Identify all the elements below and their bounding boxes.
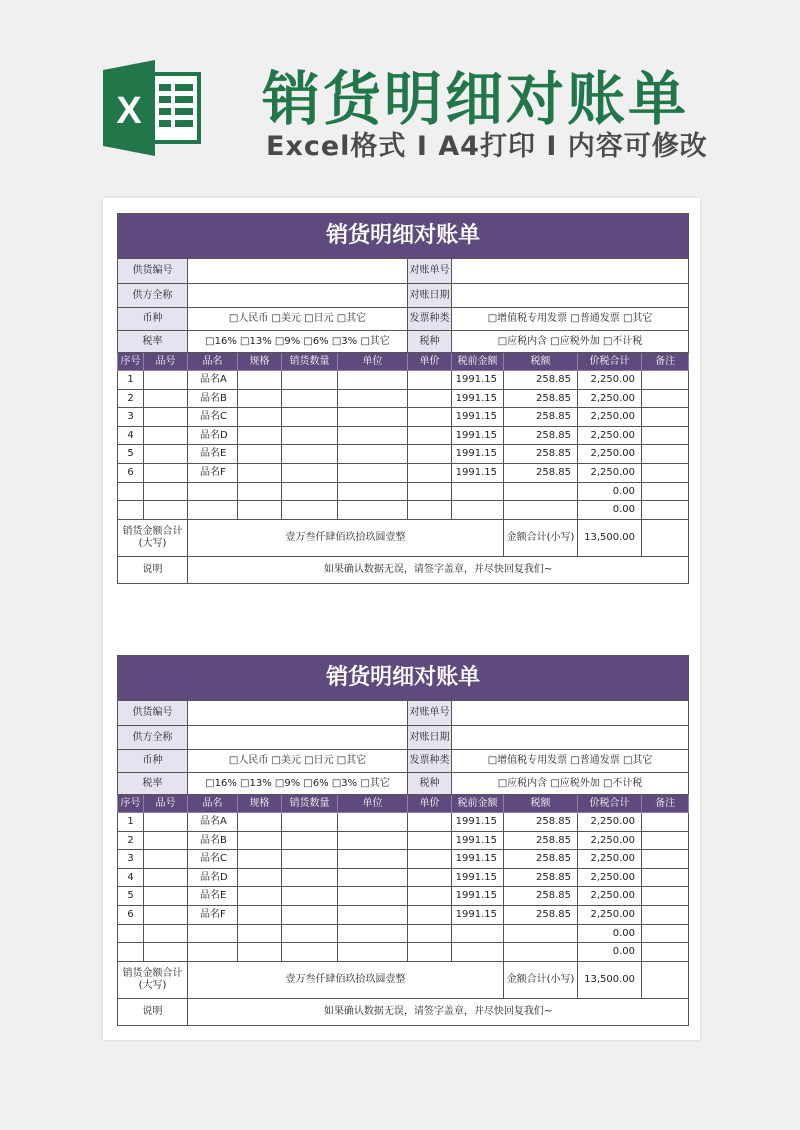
column-header: 税前金额 — [452, 795, 504, 813]
table-cell[interactable] — [408, 501, 452, 520]
table-cell[interactable] — [338, 943, 408, 962]
supply-no-field[interactable] — [188, 701, 408, 726]
table-cell[interactable] — [452, 501, 504, 520]
table-cell[interactable] — [238, 850, 282, 869]
table-cell[interactable] — [282, 445, 338, 464]
statement-no-label: 对账单号 — [408, 259, 452, 284]
table-cell[interactable] — [188, 924, 238, 943]
table-cell[interactable] — [338, 813, 408, 832]
table-cell[interactable] — [188, 482, 238, 501]
tax-type-label: 税种 — [408, 331, 452, 353]
statement-date-field[interactable] — [452, 726, 689, 750]
table-cell[interactable] — [642, 850, 689, 869]
table-cell[interactable] — [338, 426, 408, 445]
table-cell[interactable]: 1991.15 — [452, 426, 504, 445]
table-cell[interactable]: 品名C — [188, 850, 238, 869]
table-cell[interactable]: 258.85 — [504, 868, 578, 887]
table-cell[interactable] — [642, 813, 689, 832]
table-cell[interactable]: 4 — [118, 868, 144, 887]
supplier-field[interactable] — [188, 284, 408, 308]
table-cell[interactable] — [338, 408, 408, 427]
table-row — [118, 371, 689, 390]
table-cell[interactable] — [144, 426, 188, 445]
table-cell[interactable] — [642, 831, 689, 850]
table-row — [118, 501, 689, 520]
column-header: 规格 — [238, 353, 282, 371]
table-cell[interactable] — [282, 371, 338, 390]
table-cell[interactable] — [408, 463, 452, 482]
table-cell[interactable] — [118, 482, 144, 501]
invoice-field[interactable]: □增值税专用发票 □普通发票 □其它 — [452, 750, 689, 773]
rate-label: 税率 — [118, 773, 188, 795]
table-cell[interactable] — [282, 887, 338, 906]
table-cell[interactable] — [238, 501, 282, 520]
table-row — [118, 850, 689, 869]
column-header: 销货数量 — [282, 795, 338, 813]
total-upper-label: 销货金额合计 (大写) — [118, 519, 188, 556]
table-cell[interactable]: 1991.15 — [452, 389, 504, 408]
supply-no-label: 供货编号 — [118, 701, 188, 726]
table-cell[interactable] — [338, 887, 408, 906]
table-cell[interactable]: 2,250.00 — [578, 389, 642, 408]
table-cell[interactable] — [238, 463, 282, 482]
column-header: 税额 — [504, 795, 578, 813]
table-cell[interactable]: 品名E — [188, 887, 238, 906]
table-cell[interactable] — [188, 501, 238, 520]
total-upper-value[interactable]: 壹万叁仟肆佰玖拾玖圆壹整 — [188, 961, 504, 998]
table-cell[interactable]: 2,250.00 — [578, 887, 642, 906]
supply-no-label: 供货编号 — [118, 259, 188, 284]
table-cell[interactable]: 品名A — [188, 813, 238, 832]
table-cell[interactable]: 2 — [118, 831, 144, 850]
table-cell[interactable] — [504, 943, 578, 962]
column-header: 品名 — [188, 353, 238, 371]
table-cell[interactable] — [144, 943, 188, 962]
table-cell[interactable]: 258.85 — [504, 389, 578, 408]
column-header: 单价 — [408, 795, 452, 813]
table-cell[interactable]: 品名B — [188, 389, 238, 408]
table-cell[interactable] — [144, 887, 188, 906]
table-cell[interactable] — [238, 887, 282, 906]
excel-logo — [103, 60, 203, 156]
table-cell[interactable] — [282, 426, 338, 445]
statement-no-label: 对账单号 — [408, 701, 452, 726]
column-header: 品号 — [144, 795, 188, 813]
table-cell[interactable]: 258.85 — [504, 408, 578, 427]
table-cell[interactable]: 品名E — [188, 445, 238, 464]
statement-no-field[interactable] — [452, 701, 689, 726]
table-cell[interactable]: 2 — [118, 389, 144, 408]
statement-title: 销货明细对账单 — [118, 656, 689, 701]
table-cell[interactable]: 品名C — [188, 408, 238, 427]
table-cell[interactable] — [338, 445, 408, 464]
table-row — [118, 831, 689, 850]
table-cell[interactable]: 2,250.00 — [578, 868, 642, 887]
table-cell[interactable]: 0.00 — [578, 501, 642, 520]
table-cell[interactable] — [452, 482, 504, 501]
table-row — [118, 887, 689, 906]
supplier-field[interactable] — [188, 726, 408, 750]
table-cell[interactable]: 258.85 — [504, 445, 578, 464]
table-cell[interactable]: 258.85 — [504, 831, 578, 850]
table-cell[interactable] — [338, 850, 408, 869]
table-cell[interactable] — [642, 426, 689, 445]
table-cell[interactable]: 0.00 — [578, 482, 642, 501]
table-cell[interactable] — [144, 371, 188, 390]
rate-field[interactable]: □16% □13% □9% □6% □3% □其它 — [188, 773, 408, 795]
table-cell[interactable]: 1991.15 — [452, 850, 504, 869]
table-cell[interactable] — [144, 905, 188, 924]
total-lower-value[interactable]: 13,500.00 — [578, 961, 642, 998]
table-cell[interactable] — [282, 482, 338, 501]
table-cell[interactable]: 1991.15 — [452, 371, 504, 390]
table-cell[interactable]: 1991.15 — [452, 905, 504, 924]
statement-table — [117, 213, 689, 584]
table-cell[interactable]: 258.85 — [504, 905, 578, 924]
supplier-label: 供方全称 — [118, 726, 188, 750]
table-cell[interactable]: 1991.15 — [452, 887, 504, 906]
table-cell[interactable] — [408, 868, 452, 887]
invoice-label: 发票种类 — [408, 750, 452, 773]
table-cell[interactable] — [238, 426, 282, 445]
table-cell[interactable] — [642, 924, 689, 943]
table-cell[interactable] — [642, 463, 689, 482]
table-cell[interactable]: 1991.15 — [452, 831, 504, 850]
table-row — [118, 482, 689, 501]
table-cell[interactable] — [338, 501, 408, 520]
table-cell[interactable] — [282, 924, 338, 943]
tax-type-label: 税种 — [408, 773, 452, 795]
table-cell[interactable] — [642, 371, 689, 390]
total-upper-label: 销货金额合计 (大写) — [118, 961, 188, 998]
table-cell[interactable]: 品名A — [188, 371, 238, 390]
table-cell[interactable] — [282, 408, 338, 427]
total-lower-value[interactable]: 13,500.00 — [578, 519, 642, 556]
table-cell[interactable] — [338, 463, 408, 482]
table-row — [118, 813, 689, 832]
statement-title: 销货明细对账单 — [118, 214, 689, 259]
column-header: 单位 — [338, 353, 408, 371]
table-cell[interactable] — [642, 501, 689, 520]
table-cell[interactable] — [338, 924, 408, 943]
table-cell[interactable] — [238, 943, 282, 962]
table-cell[interactable]: 品名D — [188, 868, 238, 887]
column-header: 序号 — [118, 353, 144, 371]
note-label: 说明 — [118, 556, 188, 583]
invoice-label: 发票种类 — [408, 308, 452, 331]
table-row — [118, 463, 689, 482]
table-cell[interactable] — [642, 868, 689, 887]
table-cell[interactable]: 258.85 — [504, 426, 578, 445]
column-header: 税前金额 — [452, 353, 504, 371]
table-cell[interactable] — [238, 408, 282, 427]
table-row — [118, 924, 689, 943]
table-cell[interactable] — [642, 905, 689, 924]
table-cell[interactable] — [238, 813, 282, 832]
table-cell[interactable]: 1991.15 — [452, 868, 504, 887]
total-upper-value[interactable]: 壹万叁仟肆佰玖拾玖圆壹整 — [188, 519, 504, 556]
table-cell[interactable] — [338, 371, 408, 390]
table-cell[interactable]: 258.85 — [504, 887, 578, 906]
table-cell[interactable] — [144, 501, 188, 520]
table-cell[interactable] — [282, 389, 338, 408]
table-cell[interactable] — [452, 924, 504, 943]
column-header: 价税合计 — [578, 353, 642, 371]
table-cell[interactable]: 2,250.00 — [578, 371, 642, 390]
table-cell[interactable]: 1 — [118, 371, 144, 390]
table-cell[interactable] — [408, 924, 452, 943]
table-cell[interactable] — [408, 943, 452, 962]
statement-date-label: 对账日期 — [408, 726, 452, 750]
table-cell[interactable] — [238, 371, 282, 390]
statement-date-label: 对账日期 — [408, 284, 452, 308]
table-cell[interactable] — [238, 831, 282, 850]
table-cell[interactable] — [642, 408, 689, 427]
table-cell[interactable]: 1991.15 — [452, 445, 504, 464]
table-row — [118, 426, 689, 445]
table-cell[interactable]: 品名F — [188, 463, 238, 482]
table-cell[interactable] — [144, 482, 188, 501]
table-cell[interactable]: 2,250.00 — [578, 426, 642, 445]
table-cell[interactable] — [144, 813, 188, 832]
column-header: 价税合计 — [578, 795, 642, 813]
table-cell[interactable] — [144, 831, 188, 850]
table-cell[interactable] — [282, 813, 338, 832]
table-cell[interactable] — [282, 850, 338, 869]
table-row — [118, 445, 689, 464]
table-cell[interactable] — [238, 924, 282, 943]
table-cell[interactable] — [144, 850, 188, 869]
table-cell[interactable] — [338, 868, 408, 887]
table-cell[interactable]: 1991.15 — [452, 463, 504, 482]
column-header: 序号 — [118, 795, 144, 813]
table-row — [118, 868, 689, 887]
column-header: 备注 — [642, 795, 689, 813]
empty-cell — [642, 519, 689, 556]
table-cell[interactable]: 0.00 — [578, 924, 642, 943]
currency-field[interactable]: □人民币 □美元 □日元 □其它 — [188, 308, 408, 331]
currency-label: 币种 — [118, 308, 188, 331]
table-cell[interactable]: 2,250.00 — [578, 408, 642, 427]
table-cell[interactable] — [408, 887, 452, 906]
invoice-field[interactable]: □增值税专用发票 □普通发票 □其它 — [452, 308, 689, 331]
table-cell[interactable] — [408, 445, 452, 464]
statement-table — [117, 655, 689, 1026]
svg-text:X: X — [116, 90, 142, 132]
table-cell[interactable] — [144, 463, 188, 482]
table-cell[interactable] — [238, 482, 282, 501]
table-cell[interactable] — [282, 868, 338, 887]
table-cell[interactable]: 品名B — [188, 831, 238, 850]
column-header: 单价 — [408, 353, 452, 371]
column-header: 品名 — [188, 795, 238, 813]
table-cell[interactable] — [282, 943, 338, 962]
total-lower-label: 金额合计(小写) — [504, 519, 578, 556]
column-header: 备注 — [642, 353, 689, 371]
table-cell[interactable] — [282, 463, 338, 482]
note-label: 说明 — [118, 998, 188, 1025]
empty-cell — [642, 961, 689, 998]
table-row — [118, 905, 689, 924]
table-cell[interactable]: 2,250.00 — [578, 850, 642, 869]
table-cell[interactable] — [408, 850, 452, 869]
table-cell[interactable]: 2,250.00 — [578, 445, 642, 464]
table-cell[interactable] — [338, 905, 408, 924]
column-header: 规格 — [238, 795, 282, 813]
table-cell[interactable]: 258.85 — [504, 813, 578, 832]
table-cell[interactable]: 5 — [118, 445, 144, 464]
table-cell[interactable] — [238, 445, 282, 464]
table-cell[interactable]: 2,250.00 — [578, 905, 642, 924]
table-cell[interactable]: 1991.15 — [452, 813, 504, 832]
currency-field[interactable]: □人民币 □美元 □日元 □其它 — [188, 750, 408, 773]
table-cell[interactable] — [642, 445, 689, 464]
table-cell[interactable] — [408, 905, 452, 924]
column-header: 品号 — [144, 353, 188, 371]
table-row — [118, 943, 689, 962]
table-cell[interactable] — [238, 868, 282, 887]
table-cell[interactable] — [144, 445, 188, 464]
table-cell[interactable] — [408, 482, 452, 501]
tax-type-field[interactable]: □应税内含 □应税外加 □不计税 — [452, 773, 689, 795]
table-cell[interactable] — [504, 924, 578, 943]
supply-no-field[interactable] — [188, 259, 408, 284]
table-cell[interactable] — [642, 482, 689, 501]
table-cell[interactable] — [282, 501, 338, 520]
note-text: 如果确认数据无误，请签字盖章，并尽快回复我们~ — [188, 556, 689, 583]
column-header: 销货数量 — [282, 353, 338, 371]
currency-label: 币种 — [118, 750, 188, 773]
table-cell[interactable] — [408, 408, 452, 427]
column-header: 税额 — [504, 353, 578, 371]
statement-no-field[interactable] — [452, 259, 689, 284]
column-header: 单位 — [338, 795, 408, 813]
table-cell[interactable]: 2,250.00 — [578, 813, 642, 832]
table-cell[interactable]: 3 — [118, 408, 144, 427]
table-cell[interactable]: 品名D — [188, 426, 238, 445]
table-cell[interactable] — [282, 831, 338, 850]
table-cell[interactable] — [452, 943, 504, 962]
table-cell[interactable]: 3 — [118, 850, 144, 869]
table-cell[interactable] — [642, 389, 689, 408]
banner-subtitle: Excel格式 I A4打印 I 内容可修改 — [266, 131, 708, 162]
table-cell[interactable]: 4 — [118, 426, 144, 445]
table-cell[interactable] — [504, 482, 578, 501]
table-cell[interactable] — [642, 943, 689, 962]
rate-label: 税率 — [118, 331, 188, 353]
table-cell[interactable]: 6 — [118, 905, 144, 924]
rate-field[interactable]: □16% □13% □9% □6% □3% □其它 — [188, 331, 408, 353]
table-row — [118, 408, 689, 427]
table-cell[interactable]: 5 — [118, 887, 144, 906]
note-text: 如果确认数据无误，请签字盖章，并尽快回复我们~ — [188, 998, 689, 1025]
table-cell[interactable]: 2,250.00 — [578, 831, 642, 850]
table-cell[interactable] — [144, 389, 188, 408]
table-cell[interactable]: 258.85 — [504, 371, 578, 390]
table-cell[interactable] — [144, 924, 188, 943]
table-cell[interactable] — [144, 868, 188, 887]
table-row — [118, 389, 689, 408]
table-cell[interactable] — [408, 426, 452, 445]
table-cell[interactable]: 1991.15 — [452, 408, 504, 427]
table-cell[interactable] — [504, 501, 578, 520]
table-cell[interactable] — [238, 905, 282, 924]
table-cell[interactable] — [642, 887, 689, 906]
supplier-label: 供方全称 — [118, 284, 188, 308]
table-cell[interactable] — [238, 389, 282, 408]
table-cell[interactable] — [408, 389, 452, 408]
table-cell[interactable] — [338, 389, 408, 408]
table-cell[interactable] — [118, 943, 144, 962]
table-cell[interactable] — [188, 943, 238, 962]
table-cell[interactable]: 0.00 — [578, 943, 642, 962]
table-cell[interactable] — [144, 408, 188, 427]
table-cell[interactable] — [118, 501, 144, 520]
banner-title: 销货明细对账单 — [262, 65, 690, 133]
table-cell[interactable] — [282, 905, 338, 924]
table-cell[interactable]: 品名F — [188, 905, 238, 924]
table-cell[interactable] — [408, 371, 452, 390]
table-cell[interactable] — [338, 831, 408, 850]
table-cell[interactable] — [338, 482, 408, 501]
statement-date-field[interactable] — [452, 284, 689, 308]
table-cell[interactable]: 2,250.00 — [578, 463, 642, 482]
table-cell[interactable]: 258.85 — [504, 850, 578, 869]
table-cell[interactable]: 6 — [118, 463, 144, 482]
table-cell[interactable] — [408, 813, 452, 832]
table-cell[interactable]: 1 — [118, 813, 144, 832]
table-cell[interactable] — [408, 831, 452, 850]
table-cell[interactable]: 258.85 — [504, 463, 578, 482]
total-lower-label: 金额合计(小写) — [504, 961, 578, 998]
tax-type-field[interactable]: □应税内含 □应税外加 □不计税 — [452, 331, 689, 353]
table-cell[interactable] — [118, 924, 144, 943]
